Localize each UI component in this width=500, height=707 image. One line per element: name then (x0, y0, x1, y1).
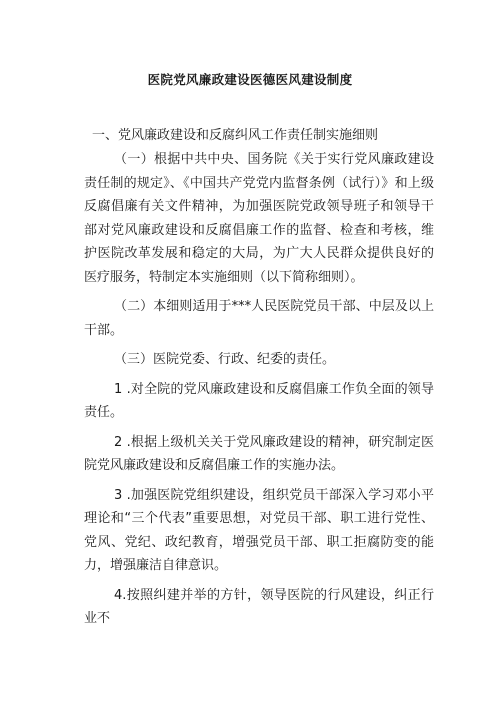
paragraph-5: 2 .根据上级机关关于党风廉政建设的精神，研究制定医院党风廉政建设和反腐倡廉工作的实施办法。 (84, 434, 434, 473)
paragraph-7: 4.按照纠建并举的方针，领导医院的行风建设，纠正行业不 (84, 587, 434, 626)
paragraph-2: （二）本细则适用于***人民医院党员干部、中层及以上干部。 (84, 299, 434, 338)
paragraph-1: （一）根据中共中央、国务院《关于实行党风廉政建设责任制的规定》、《中国共产党党内监督条例（试行）》和上级反腐倡廉有关文件精神，为加强医院党政领导班子和领导干部对党风廉政建设和反腐倡廉工作的监督、检查和考核，维护医院改革发展和稳定的大局，为广大人民群众提供良好的医疗服务，特制定本实施细则（以下简称细则）。 (84, 152, 434, 285)
document-body (84, 148, 434, 637)
section-heading: 一、党风廉政建设和反腐纠风工作责任制实施细则 (92, 128, 379, 143)
paragraph-3: （三）医院党委、行政、纪委的责任。 (114, 352, 336, 367)
document-title: 医院党风廉政建设医德医风建设制度 (147, 72, 353, 87)
paragraph-6: 3 .加强医院党组织建设，组织党员干部深入学习邓小平理论和“三个代表”重要思想，对党员干部、职工进行党性、党风、党纪、政纪教育，增强党员干部、职工拒腐防变的能力，增强廉洁自律意识。 (84, 487, 434, 573)
paragraph-4: 1 .对全院的党风廉政建设和反腐倡廉工作负全面的领导责任。 (84, 381, 434, 420)
